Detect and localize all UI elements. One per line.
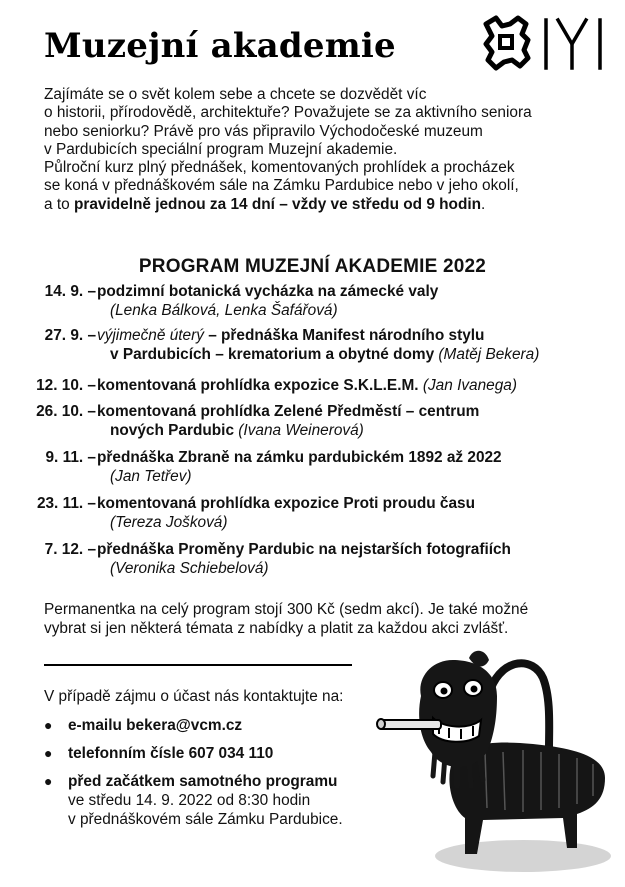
event-description <box>97 402 577 440</box>
event-line1 <box>97 494 577 513</box>
contact-detail: ve středu 14. 9. 2022 od 8:30 hodin <box>68 792 311 809</box>
event-line1 <box>97 448 577 467</box>
event-date: 26. 10. – <box>36 403 96 420</box>
intro-line: o historii, přírodovědě, architektuře? Považujete se za aktivního seniora <box>44 104 532 122</box>
name-text: (Ivana Weinerová) <box>234 422 364 439</box>
event-date: 23. 11. – <box>36 495 96 512</box>
event-line2 <box>97 559 577 578</box>
intro-schedule-highlight: pravidelně jednou za 14 dní – vždy ve středu od 9 hodin <box>73 195 482 213</box>
shadow-shape <box>435 840 611 872</box>
program-text: komentovaná prohlídka Zelené Předměstí – centrum <box>97 403 480 420</box>
head-shape <box>419 660 497 767</box>
intro-line-schedule <box>44 196 574 214</box>
event-line2 <box>97 467 577 486</box>
event-line1 <box>97 540 577 559</box>
stick-shape <box>379 720 441 729</box>
season-ticket-line: Permanentka na celý program stojí 300 Kč (sedm akcí). Je také možné <box>44 601 529 618</box>
intro-paragraph <box>44 86 574 214</box>
event-line1 <box>97 326 577 345</box>
logo-emblem-icon <box>486 18 528 68</box>
event-date: 14. 9. – <box>44 283 96 300</box>
intro-line: se koná v přednáškovém sále na Zámku Pardubice nebo v jeho okolí, <box>44 177 519 195</box>
intro-schedule-suffix: . <box>481 195 486 213</box>
contact-line <box>68 791 398 810</box>
page-title: Muzejní akademie <box>44 26 396 66</box>
contact-text <box>68 744 398 763</box>
season-ticket-note <box>44 600 584 638</box>
intro-schedule-prefix: a to <box>44 195 74 213</box>
name-text: (Jan Tetřev) <box>110 468 192 485</box>
program-text: přednáška Proměny Pardubic na nejstarších fotografiích <box>97 541 511 558</box>
contact-detail: před začátkem samotného programu <box>68 773 338 790</box>
name-text: (Lenka Bálková, Lenka Šafářová) <box>110 302 338 319</box>
section-divider <box>44 664 352 666</box>
intro-line: nebo seniorku? Právě pro vás připravilo Východočeské muzeum <box>44 122 483 140</box>
name-text: výjimečně úterý <box>97 327 204 344</box>
event-date: 7. 12. – <box>44 541 96 558</box>
program-text: – přednáška Manifest národního stylu <box>203 327 485 344</box>
contact-line <box>68 810 398 829</box>
event-description <box>97 494 577 532</box>
contact-detail: telefonním čísle 607 034 110 <box>68 745 274 762</box>
tail-shape <box>491 663 549 748</box>
event-description <box>97 540 577 578</box>
logo-letters <box>546 20 600 68</box>
event-description <box>97 448 577 486</box>
name-text: (Veronika Schiebelová) <box>110 560 269 577</box>
intro-line: Zajímáte se o svět kolem sebe a chcete se dozvědět víc <box>44 86 427 103</box>
bullet-icon: ● <box>44 773 53 789</box>
season-ticket-line: vybrat si jen některá témata z nabídky a platit za každou akci zvlášť. <box>44 620 509 637</box>
contact-text <box>68 772 398 829</box>
program-heading: PROGRAM MUZEJNÍ AKADEMIE 2022 <box>138 256 487 277</box>
contact-line <box>68 772 398 791</box>
event-description <box>97 376 577 395</box>
event-line1 <box>97 376 577 395</box>
museum-logo <box>480 14 606 72</box>
dog-figurine-illustration <box>373 648 613 878</box>
program-text: nových Pardubic <box>110 422 235 439</box>
program-text: podzimní botanická vycházka na zámecké valy <box>97 283 439 300</box>
contact-line <box>68 744 398 763</box>
event-line1 <box>97 282 577 301</box>
contact-line <box>68 716 398 735</box>
contact-detail: e-mailu bekera@vcm.cz <box>68 717 243 734</box>
event-line1 <box>97 402 577 421</box>
bullet-icon: ● <box>44 717 53 733</box>
contact-intro: V případě zájmu o účast nás kontaktujte na: <box>44 688 344 705</box>
event-date: 9. 11. – <box>45 449 96 466</box>
program-text: přednáška Zbraně na zámku pardubickém 1892 až 2022 <box>97 449 502 466</box>
event-description <box>97 282 577 320</box>
bullet-icon: ● <box>44 745 53 761</box>
event-date: 12. 10. – <box>36 377 96 394</box>
program-text: komentovaná prohlídka expozice Proti proudu času <box>97 495 476 512</box>
contact-detail: v přednáškovém sále Zámku Pardubice. <box>68 811 343 828</box>
event-description <box>97 326 577 364</box>
program-text: v Pardubicích – krematorium a obytné domy <box>110 346 435 363</box>
intro-line: v Pardubicích speciální program Muzejní akademie. <box>44 140 398 158</box>
name-text: (Matěj Bekera) <box>434 346 540 363</box>
event-line2 <box>97 301 577 320</box>
program-text: komentovaná prohlídka expozice S.K.L.E.M. <box>97 377 419 394</box>
name-text: (Tereza Jošková) <box>110 514 228 531</box>
intro-line: Půlroční kurz plný přednášek, komentovaných prohlídek a procházek <box>44 159 515 177</box>
event-line2 <box>97 513 577 532</box>
event-date: 27. 9. – <box>44 327 96 344</box>
contact-text <box>68 716 398 735</box>
event-line2 <box>97 345 577 364</box>
name-text: (Jan Ivanega) <box>418 377 517 394</box>
event-line2 <box>97 421 577 440</box>
